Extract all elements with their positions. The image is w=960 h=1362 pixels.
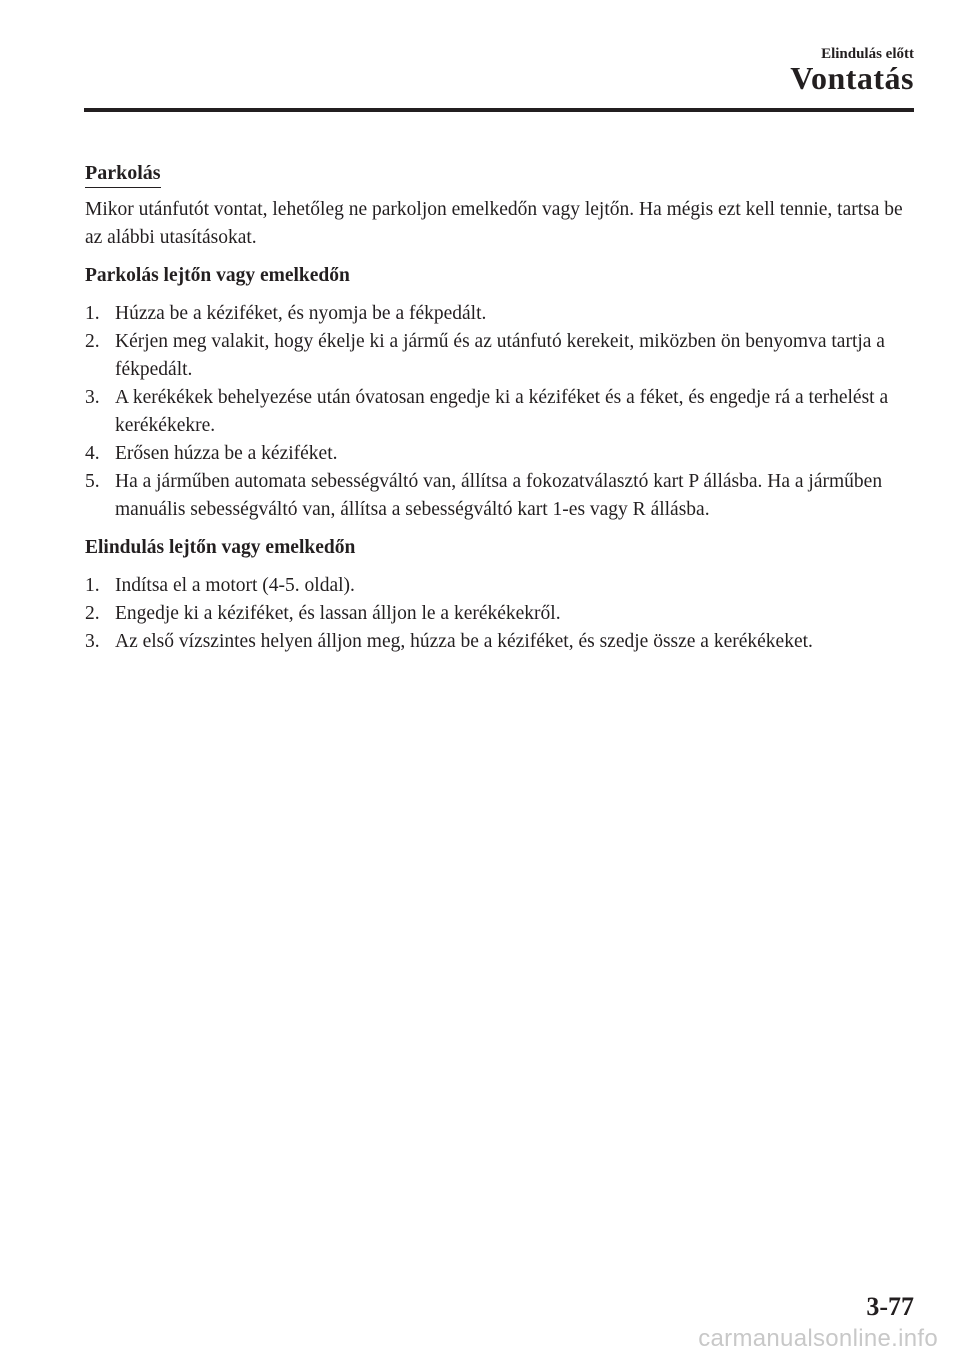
list-item [85, 600, 915, 628]
parking-steps-list [85, 300, 915, 524]
step-text: Ha a járműben automata sebességváltó van, állítsa a fokozatválasztó kart P állásba. Ha a járműben manuális sebességváltó van, állítsa a sebességváltó kart 1-es vagy R állásba. [115, 471, 883, 520]
intro-paragraph: Mikor utánfutót vontat, lehetőleg ne parkoljon emelkedőn vagy lejtőn. Ha mégis ezt kell tennie, tartsa be az alábbi utasításokat. [85, 199, 903, 248]
step-text: A kerékékek behelyezése után óvatosan engedje ki a kéziféket és a féket, és engedje rá a terhelést a kerékékekre. [115, 387, 889, 436]
header-divider [84, 108, 914, 112]
step-text: Kérjen meg valakit, hogy ékelje ki a jármű és az utánfutó kerekeit, miközben ön benyomva tartja a fékpedált. [115, 331, 885, 380]
subheading-starting-slope: Elindulás lejtőn vagy emelkedőn [85, 537, 356, 558]
list-item [85, 384, 915, 440]
step-number: 3. [85, 631, 100, 652]
step-text: Az első vízszintes helyen álljon meg, húzza be a kéziféket, és szedje össze a kerékékeket. [115, 631, 813, 652]
step-number: 1. [85, 303, 100, 324]
step-number: 3. [85, 387, 100, 408]
list-item [85, 440, 915, 468]
list-item [85, 572, 915, 600]
page-number: 3-77 [866, 1292, 914, 1321]
list-item [85, 468, 915, 524]
step-text: Húzza be a kéziféket, és nyomja be a fékpedált. [115, 303, 487, 324]
page-title: Vontatás [790, 60, 914, 96]
list-item [85, 300, 915, 328]
step-number: 5. [85, 471, 100, 492]
step-number: 2. [85, 603, 100, 624]
step-text: Engedje ki a kéziféket, és lassan álljon le a kerékékekről. [115, 603, 561, 624]
step-text: Indítsa el a motort (4-5. oldal). [115, 575, 355, 596]
watermark: carmanualsonline.info [698, 1325, 938, 1352]
section-heading-parking: Parkolás [85, 161, 161, 188]
step-number: 1. [85, 575, 100, 596]
starting-steps-list [85, 572, 915, 656]
step-number: 4. [85, 443, 100, 464]
main-content [85, 160, 915, 666]
step-text: Erősen húzza be a kéziféket. [115, 443, 338, 464]
list-item [85, 628, 915, 656]
step-number: 2. [85, 331, 100, 352]
section-title: Elindulás előtt [821, 46, 914, 62]
list-item [85, 328, 915, 384]
subheading-parking-slope: Parkolás lejtőn vagy emelkedőn [85, 265, 350, 286]
